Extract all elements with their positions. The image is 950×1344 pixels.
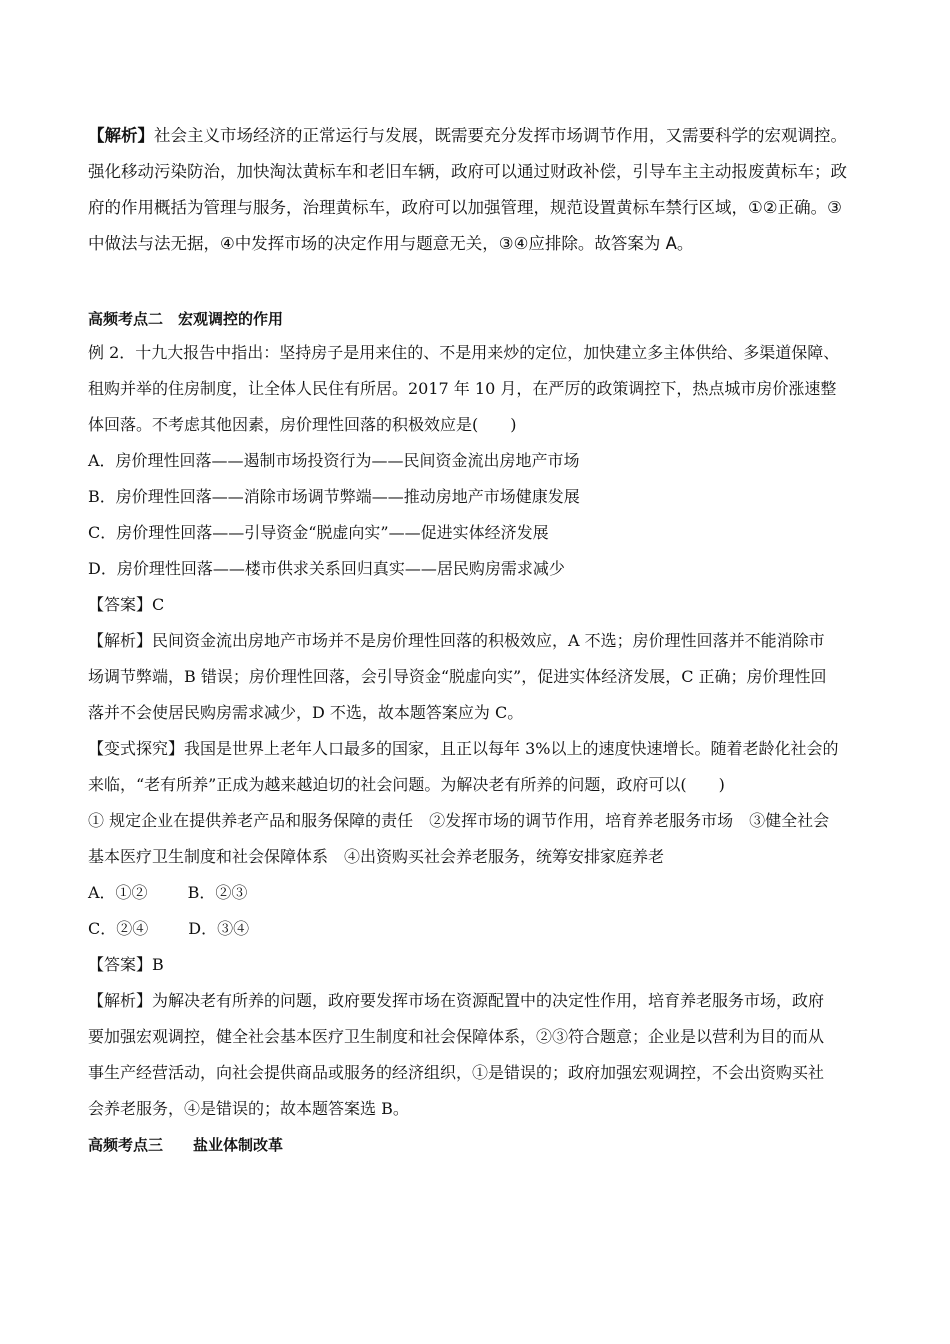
- analysis-tag: 【解析】: [88, 631, 153, 650]
- options-row: [88, 911, 878, 947]
- analysis-tag: 【解析】: [88, 126, 154, 145]
- answer-tag: 【答案】: [88, 595, 153, 614]
- question-line: 租购并举的住房制度，让全体人民住有所居。2017 年 10 月，在严厉的政策调控下，热点城市房价涨速整: [88, 379, 837, 398]
- analysis-line: 会养老服务，④是错误的；故本题答案选 B。: [88, 1099, 409, 1118]
- question-line: 例 2．十九大报告中指出：坚持房子是用来住的、不是用来炒的定位，加快建立多主体供给、多渠道保障、: [88, 343, 840, 362]
- answer-value: B: [152, 955, 164, 974]
- analysis-section-1: [88, 118, 878, 262]
- option-d: D．房价理性回落——楼市供求关系回归真实——居民购房需求减少: [88, 559, 565, 578]
- example-2: [88, 335, 878, 731]
- answer-tag: 【答案】: [88, 955, 153, 974]
- option-c: C．房价理性回落——引导资金“脱虚向实”——促进实体经济发展: [88, 523, 549, 542]
- answer-value: C: [152, 595, 165, 614]
- analysis-text: 民间资金流出房地产市场并不是房价理性回落的积极效应，A 不选；房价理性回落并不能消除市: [152, 631, 825, 650]
- document-page: [88, 118, 878, 1163]
- question-line: [88, 731, 878, 767]
- analysis-tag: 【解析】: [88, 991, 153, 1010]
- option-d: D．③④: [188, 919, 250, 938]
- option-a: A．房价理性回落——遏制市场投资行为——民间资金流出房地产市场: [88, 451, 580, 470]
- analysis-line: 府的作用概括为管理与服务，治理黄标车，政府可以加强管理，规范设置黄标车禁行区域，①②正确。③: [88, 198, 842, 217]
- section-heading: 高频考点二 宏观调控的作用: [88, 310, 284, 328]
- analysis-line: 场调节弊端，B 错误；房价理性回落，会引导资金“脱虚向实”，促进实体经济发展，C 正确；房价理性回: [88, 667, 827, 686]
- question-line: 基本医疗卫生制度和社会保障体系 ④出资购买社会养老服务，统筹安排家庭养老: [88, 847, 665, 866]
- analysis-line: 要加强宏观调控，健全社会基本医疗卫生制度和社会保障体系，②③符合题意；企业是以营利为目的而从: [88, 1027, 825, 1046]
- variant-section: [88, 731, 878, 1127]
- question-line: 来临，“老有所养”正成为越来越迫切的社会问题。为解决老有所养的问题，政府可以( ): [88, 775, 725, 794]
- analysis-text: 社会主义市场经济的正常运行与发展，既需要充分发挥市场调节作用，又需要科学的宏观调控。: [154, 126, 847, 145]
- question-line: 体回落。不考虑其他因素，房价理性回落的积极效应是( ): [88, 415, 517, 434]
- analysis-text: 为解决老有所养的问题，政府要发挥市场在资源配置中的决定性作用，培育养老服务市场，政府: [152, 991, 825, 1010]
- question-line: ① 规定企业在提供养老产品和服务保障的责任 ②发挥市场的调节作用，培育养老服务市场 ③健全社会: [88, 811, 830, 830]
- question-text: 我国是世界上老年人口最多的国家，且正以每年 3%以上的速度快速增长。随着老龄化社会的: [184, 739, 839, 758]
- analysis-line: 中做法与法无据，④中发挥市场的决定作用与题意无关，③④应排除。故答案为 A。: [88, 234, 694, 253]
- analysis-line: [88, 623, 878, 659]
- option-c: C．②④: [88, 919, 149, 938]
- option-a: A．①②: [88, 883, 148, 902]
- analysis-line: 强化移动污染防治，加快淘汰黄标车和老旧车辆，政府可以通过财政补偿，引导车主主动报废黄标车；政: [88, 162, 847, 181]
- option-b: B．②③: [187, 883, 248, 902]
- analysis-line: 落并不会使居民购房需求减少，D 不选，故本题答案应为 C。: [88, 703, 524, 722]
- answer-line: [88, 587, 878, 623]
- analysis-line: [88, 118, 878, 154]
- analysis-line: 事生产经营活动，向社会提供商品或服务的经济组织，①是错误的；政府加强宏观调控，不会出资购买社: [88, 1063, 825, 1082]
- option-b: B．房价理性回落——消除市场调节弊端——推动房地产市场健康发展: [88, 487, 580, 506]
- answer-line: [88, 947, 878, 983]
- variant-tag: 【变式探究】: [88, 739, 185, 758]
- spacer: [88, 262, 878, 303]
- analysis-line: [88, 983, 878, 1019]
- options-row: [88, 875, 878, 911]
- section-heading: 高频考点三 盐业体制改革: [88, 1136, 284, 1154]
